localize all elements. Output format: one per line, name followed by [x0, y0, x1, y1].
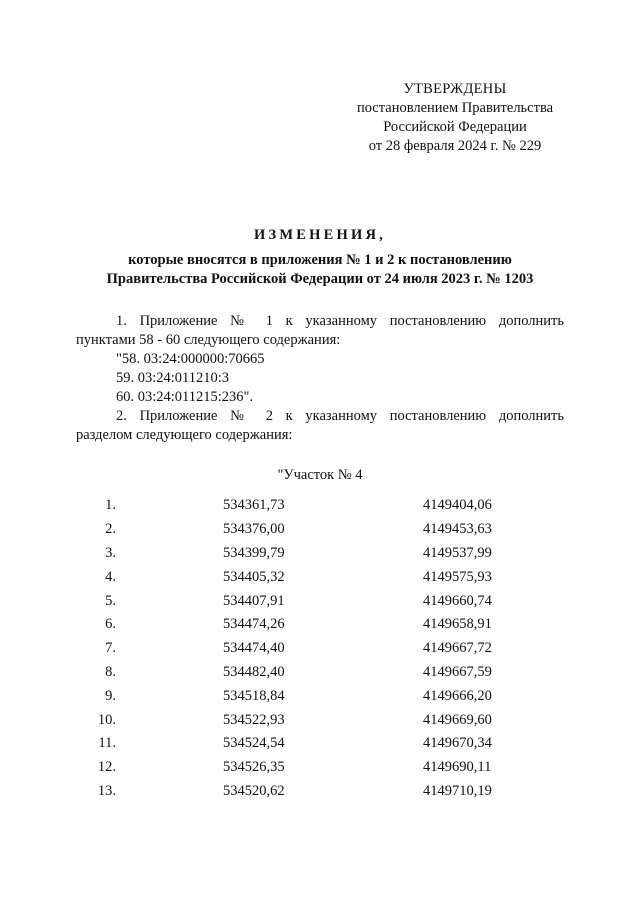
point-number: 7. — [105, 640, 116, 657]
coordinate-y: 4149667,72 — [423, 640, 492, 657]
section-title: "Участок № 4 — [277, 467, 363, 483]
coordinate-y: 4149710,19 — [423, 782, 492, 799]
coordinate-y: 4149670,34 — [423, 735, 492, 752]
table-row — [76, 708, 553, 732]
point-number: 2. — [105, 521, 116, 538]
table-row — [76, 756, 553, 780]
coordinate-y: 4149404,06 — [423, 497, 492, 514]
table-row — [76, 518, 553, 542]
point-number: 4. — [105, 568, 116, 585]
point-number: 10. — [97, 711, 116, 728]
coordinate-x: 534399,79 — [223, 544, 285, 561]
coordinate-x: 534522,93 — [223, 711, 285, 728]
point-number: 8. — [105, 663, 116, 680]
coordinate-x: 534376,00 — [223, 521, 285, 538]
table-row — [76, 565, 553, 589]
point-number: 13. — [97, 782, 116, 799]
item-1-entry: "58. 03:24:000000:70665 — [116, 351, 265, 367]
approval-block — [340, 80, 570, 156]
coordinate-x: 534524,54 — [223, 735, 285, 752]
item-2-first-line: 2. Приложение № 2 к указанному постановлению дополнить — [116, 408, 564, 424]
coordinate-y: 4149690,11 — [423, 759, 492, 776]
document-title — [60, 226, 580, 289]
item-2-second-line: разделом следующего содержания: — [76, 427, 293, 443]
table-row — [76, 780, 553, 804]
point-number: 1. — [105, 497, 116, 514]
coordinate-x: 534361,73 — [223, 497, 285, 514]
item-1-paragraph — [76, 312, 564, 407]
approval-line-1: постановлением Правительства — [356, 100, 554, 116]
item-1-entry: 60. 03:24:011215:236". — [116, 389, 254, 405]
item-1-second-line: пунктами 58 - 60 следующего содержания: — [76, 332, 341, 348]
point-number: 12. — [97, 759, 116, 776]
coordinate-x: 534520,62 — [223, 782, 285, 799]
coordinate-y: 4149658,91 — [423, 616, 492, 633]
coordinates-table — [76, 494, 553, 803]
point-number: 6. — [105, 616, 116, 633]
point-number: 11. — [98, 735, 116, 752]
table-row — [76, 494, 553, 518]
coordinate-y: 4149575,93 — [423, 568, 492, 585]
title-sub-1: которые вносятся в приложения № 1 и 2 к постановлению — [128, 252, 512, 268]
table-row — [76, 542, 553, 566]
coordinate-y: 4149537,99 — [423, 544, 492, 561]
coordinate-x: 534518,84 — [223, 687, 285, 704]
title-sub-2: Правительства Российской Федерации от 24 июля 2023 г. № 1203 — [106, 271, 534, 287]
approval-line-3: от 28 февраля 2024 г. № 229 — [368, 138, 542, 154]
approval-heading: УТВЕРЖДЕНЫ — [403, 81, 507, 97]
point-number: 5. — [105, 592, 116, 609]
table-row — [76, 613, 553, 637]
table-row — [76, 589, 553, 613]
coordinate-y: 4149660,74 — [423, 592, 492, 609]
table-row — [76, 732, 553, 756]
item-1-entry: 59. 03:24:011210:3 — [116, 370, 230, 386]
item-1-first-line: 1. Приложение № 1 к указанному постановлению дополнить — [116, 313, 564, 329]
table-row — [76, 684, 553, 708]
coordinate-y: 4149667,59 — [423, 663, 492, 680]
coordinate-x: 534482,40 — [223, 663, 285, 680]
coordinate-x: 534474,26 — [223, 616, 285, 633]
coordinate-y: 4149669,60 — [423, 711, 492, 728]
point-number: 3. — [105, 544, 116, 561]
coordinate-x: 534526,35 — [223, 759, 285, 776]
item-2-paragraph — [76, 407, 564, 445]
coordinate-x: 534474,40 — [223, 640, 285, 657]
title-main: ИЗМЕНЕНИЯ, — [254, 227, 386, 243]
table-row — [76, 637, 553, 661]
approval-line-2: Российской Федерации — [383, 119, 527, 135]
coordinate-x: 534405,32 — [223, 568, 285, 585]
table-row — [76, 661, 553, 685]
coordinate-y: 4149453,63 — [423, 521, 492, 538]
point-number: 9. — [105, 687, 116, 704]
coordinate-x: 534407,91 — [223, 592, 285, 609]
coordinate-y: 4149666,20 — [423, 687, 492, 704]
